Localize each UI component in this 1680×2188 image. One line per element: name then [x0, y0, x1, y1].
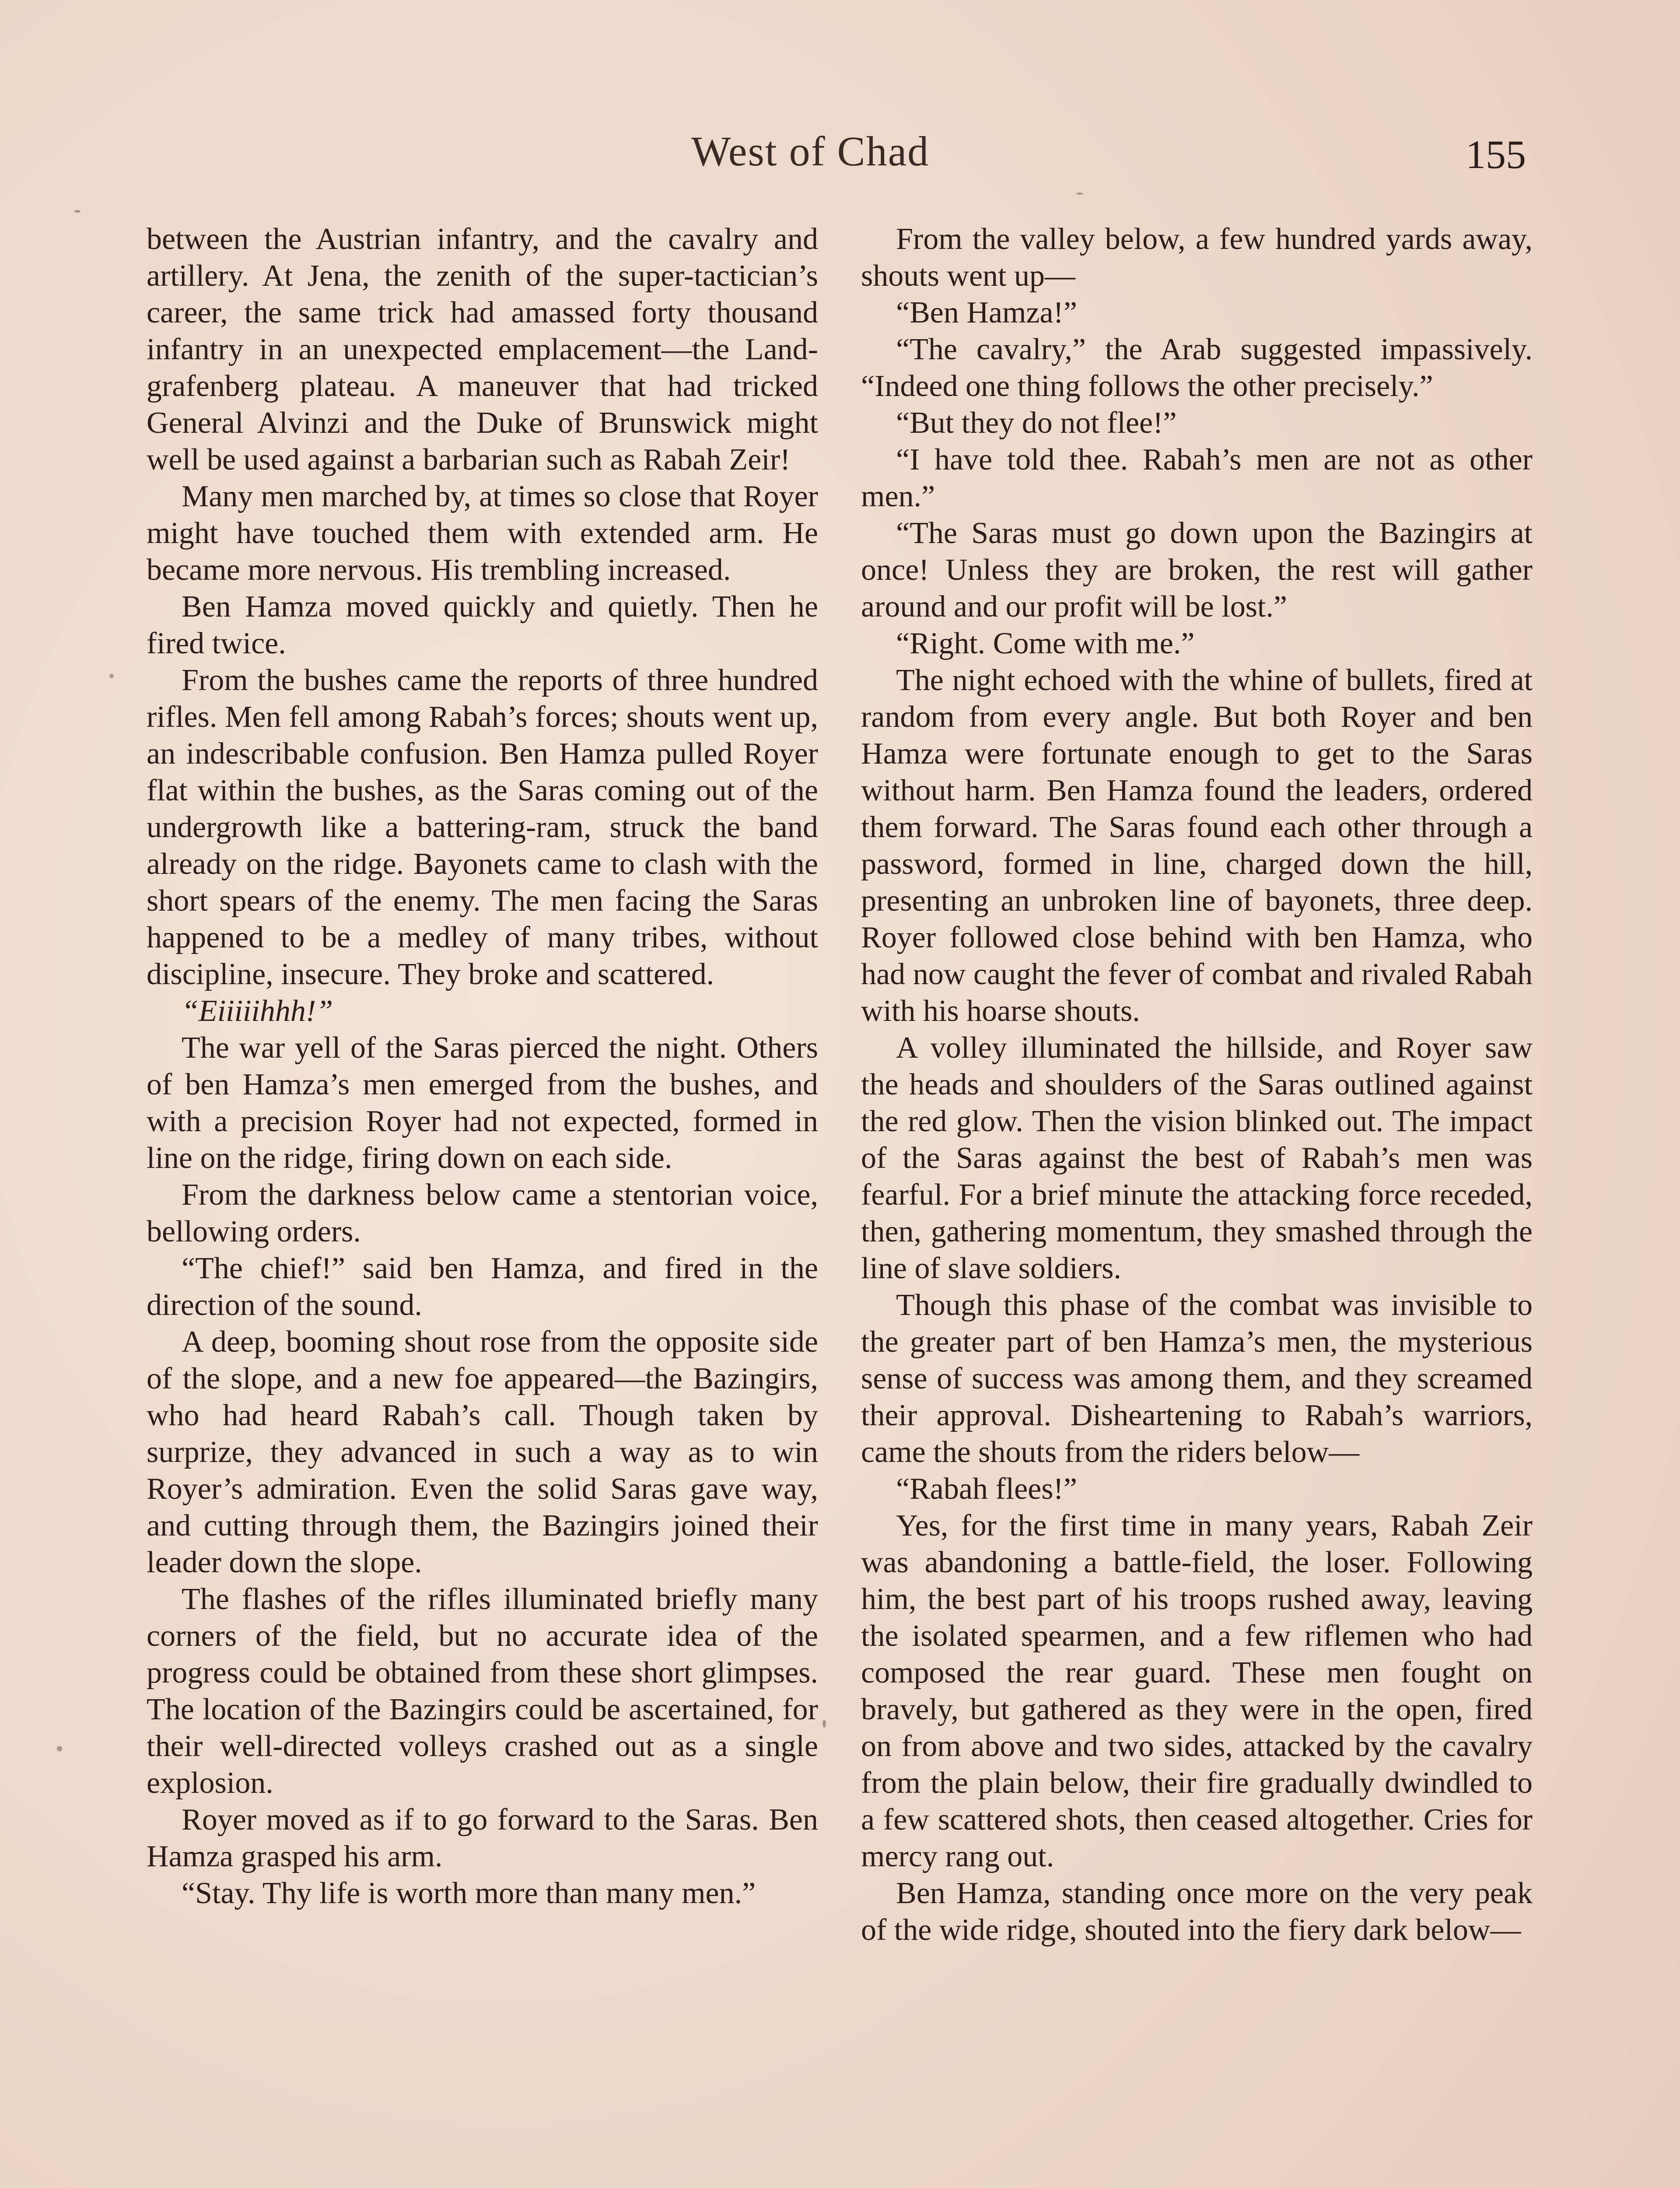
paper-speck — [74, 210, 80, 213]
right-column — [861, 221, 1533, 1949]
paragraph: The night echoed with the whine of bullets, fired at random from every angle. But both Royer and ben Hamza were fortunate enough to get to the Saras without harm. Ben Hamza found the leaders, ordered them forward. The Saras found each other through a password, formed in line, charged down the hill, presenting an unbroken line of bayonets, three deep. Royer followed close behind with ben Hamza, who had now caught the fever of combat and rivaled Rabah with his hoarse shouts. — [861, 663, 1533, 1028]
paragraph: Yes, for the first time in many years, Rabah Zeir was abandoning a battle-field, the loser. Following him, the best part of his troops rushed away, leaving the isolated spearmen, and a few riflemen who had composed the rear guard. These men fought on bravely, but gathered as they were in the open, fired on from above and two sides, attacked by the cavalry from the plain below, their fire gradually dwindled to a few scattered shots, then ceased altogether. Cries for mercy rang out. — [861, 1509, 1533, 1873]
paragraph: A volley illuminated the hillside, and Royer saw the heads and shoulders of the Saras outlined against the red glow. Then the vision blinked out. The impact of the Saras against the best of Rabah’s men was fearful. For a brief minute the attacking force receded, then, gathering momentum, they smashed through the line of slave soldiers. — [861, 1031, 1533, 1285]
paragraph: Many men marched by, at times so close that Royer might have touched them with extended arm. He became more nervous. His trembling increased. — [147, 480, 818, 587]
paragraph: The flashes of the rifles illuminated briefly many corners of the field, but no accurate idea of the progress could be obtained from these short glimpses. The location of the Bazingirs could be ascertained, for their well-directed volleys crashed out as a single explosion. — [147, 1582, 818, 1800]
paragraph: “The cavalry,” the Arab suggested impassively. “Indeed one thing follows the other precisely.” — [861, 333, 1533, 403]
paragraph: From the darkness below came a stentorian voice, bellowing orders. — [147, 1178, 818, 1248]
paragraph: The war yell of the Saras pierced the night. Others of ben Hamza’s men emerged from the bushes, and with a precision Royer had not expected, formed in line on the ridge, firing down on each side. — [147, 1031, 818, 1175]
paragraph: “Right. Come with me.” — [896, 627, 1195, 660]
paragraph: “But they do not flee!” — [896, 406, 1177, 440]
paragraph: From the bushes came the reports of three hundred rifles. Men fell among Rabah’s forces; shouts went up, an indescribable confusion. Ben Hamza pulled Royer flat within the bushes, as the Saras coming out of the undergrowth like a battering-ram, struck the band already on the ridge. Bayonets came to clash with the short spears of the enemy. The men facing the Saras happened to be a medley of many tribes, without discipline, insecure. They broke and scattered. — [147, 663, 818, 991]
paragraph: From the valley below, a few hundred yards away, shouts went up— — [861, 222, 1533, 293]
paragraph: “Ben Hamza!” — [896, 296, 1077, 330]
paragraph: Though this phase of the combat was invisible to the greater part of ben Hamza’s men, the mysterious sense of success was among them, and they screamed their approval. Disheartening to Rabah’s warriors, came the shouts from the riders below— — [861, 1288, 1533, 1469]
paragraph: A deep, booming shout rose from the opposite side of the slope, and a new foe appeared—the Bazingirs, who had heard Rabah’s call. Though taken by surprize, they advanced in such a way as to win Royer’s admiration. Even the solid Saras gave way, and cutting through them, the Bazingirs joined their leader down the slope. — [147, 1325, 818, 1579]
paragraph: Ben Hamza, standing once more on the very peak of the wide ridge, shouted into the fiery dark below— — [861, 1876, 1533, 1947]
war-cry: “Eiiiiihhh!” — [182, 994, 333, 1028]
left-column — [147, 221, 818, 1912]
paragraph: “Stay. Thy life is worth more than many men.” — [182, 1876, 756, 1910]
paper-speck — [57, 1746, 62, 1751]
paper-speck — [1076, 193, 1083, 195]
running-title: West of Chad — [691, 128, 930, 175]
paragraph: Royer moved as if to go forward to the Saras. Ben Hamza grasped his arm. — [147, 1803, 818, 1873]
running-head — [0, 127, 1680, 188]
paper-speck — [822, 1720, 826, 1728]
paragraph: “The Saras must go down upon the Bazingirs at once! Unless they are broken, the rest will gather around and our profit will be lost.” — [861, 516, 1533, 624]
paragraph: “Rabah flees!” — [896, 1472, 1077, 1506]
paper-speck — [109, 674, 114, 678]
paragraph: Ben Hamza moved quickly and quietly. Then he fired twice. — [147, 590, 818, 660]
page-number: 155 — [1466, 132, 1526, 177]
paragraph: “The chief!” said ben Hamza, and fired in the direction of the sound. — [147, 1252, 818, 1322]
paragraph: between the Austrian infantry, and the cavalry and artillery. At Jena, the zenith of the super-tactician’s career, the same trick had amassed forty thousand infantry in an unexpected emplacement—the Landgrafenberg plateau. A maneuver that had tricked General Alvinzi and the Duke of Brunswick might well be used against a barbarian such as Rabah Zeir! — [147, 222, 818, 477]
paragraph: “I have told thee. Rabah’s men are not as other men.” — [861, 443, 1533, 513]
